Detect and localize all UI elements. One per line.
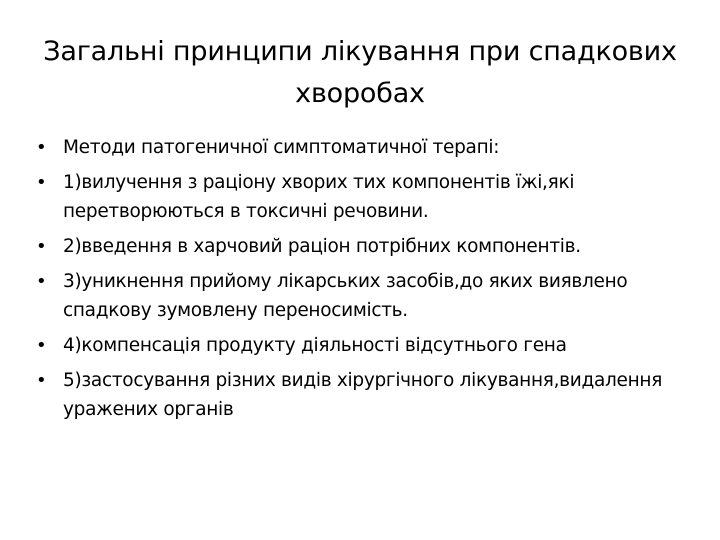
bullet-text: 5)застосування різних видів хірургічного лікування,видалення уражених органів <box>63 370 663 420</box>
bullet-marker: • <box>36 335 47 356</box>
bullet-item <box>36 331 696 360</box>
bullet-text: 4)компенсація продукту діяльності відсутнього гена <box>63 335 567 356</box>
bullet-text: Методи патогеничної симптоматичної терапі: <box>63 137 500 158</box>
bullet-text: 3)уникнення прийому лікарських засобів,до яких виявлено спадкову зумовлену переносимість. <box>63 271 628 321</box>
bullet-marker: • <box>36 370 47 391</box>
bullet-item <box>36 232 696 261</box>
bullet-marker: • <box>36 137 47 158</box>
bullet-list <box>36 133 696 430</box>
bullet-item <box>36 366 696 424</box>
bullet-text: 2)введення в харчовий раціон потрібних компонентів. <box>63 236 581 257</box>
bullet-text: 1)вилучення з раціону хворих тих компонентів їжі,які перетворюються в токсичні речовини. <box>63 172 575 222</box>
bullet-item <box>36 267 696 325</box>
bullet-item <box>36 133 696 162</box>
bullet-marker: • <box>36 172 47 193</box>
bullet-marker: • <box>36 271 47 292</box>
slide-title: Загальні принципи лікування при спадкових хворобах <box>43 36 677 109</box>
bullet-item <box>36 168 696 226</box>
bullet-marker: • <box>36 236 47 257</box>
